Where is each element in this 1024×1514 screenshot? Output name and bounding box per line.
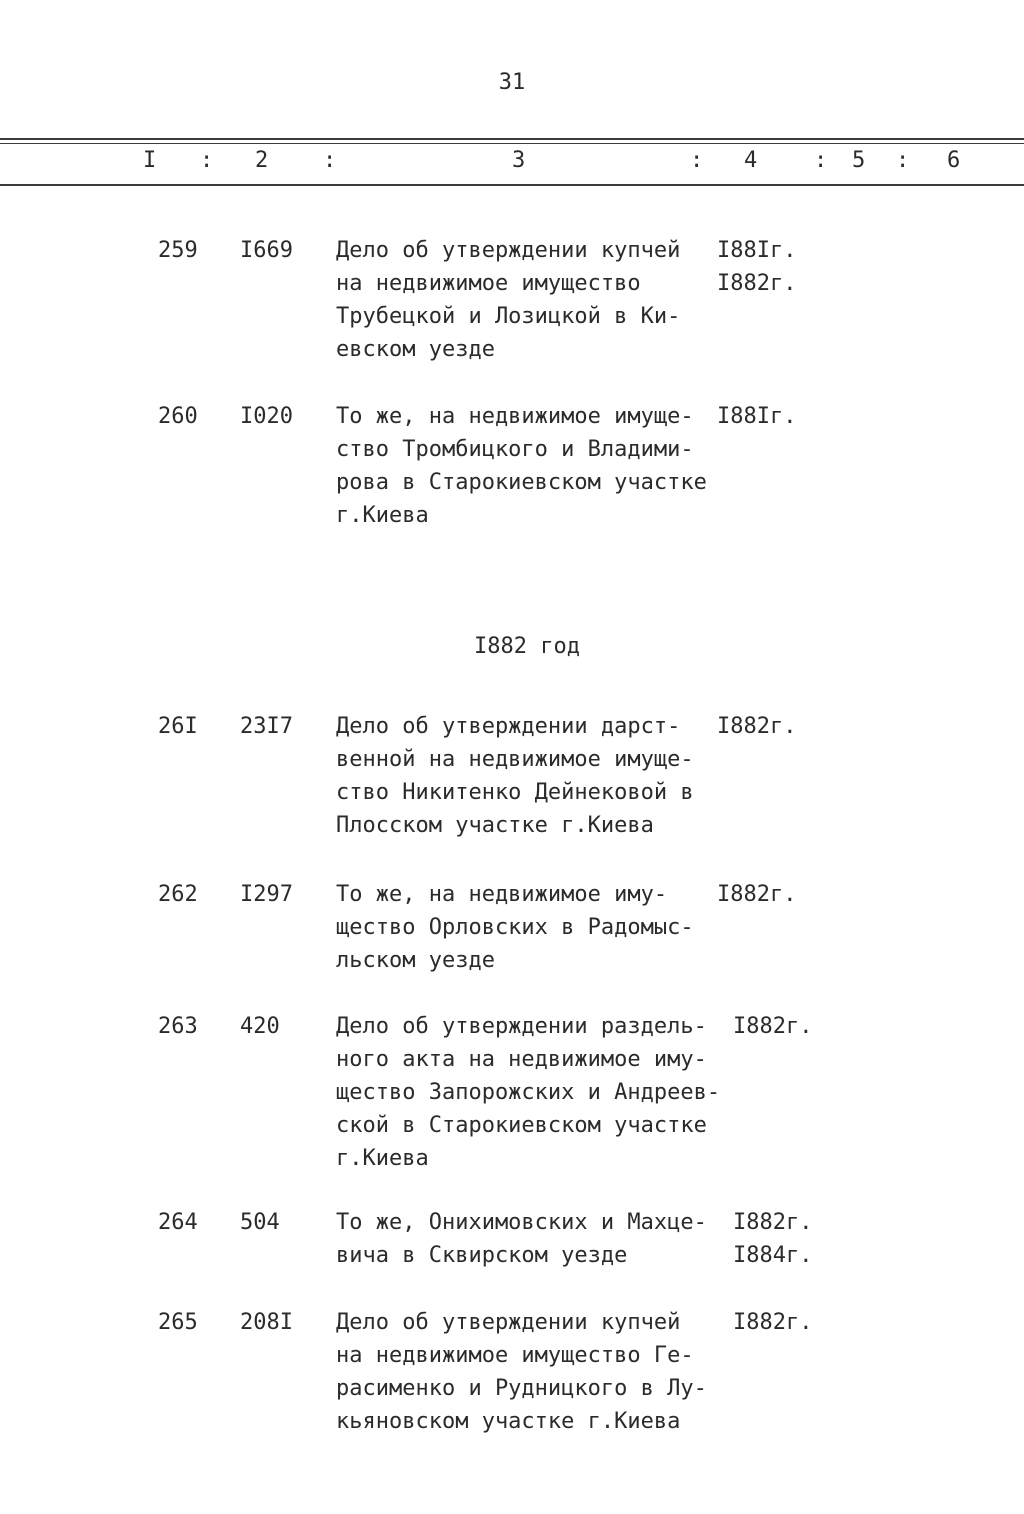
description-line: г.Киева (336, 503, 429, 528)
description-line: Дело об утверждении купчей (336, 1310, 681, 1335)
description-line: ство Тромбицкого и Владими- (336, 437, 694, 462)
entry-dates (733, 1010, 812, 1043)
entry-description (336, 400, 726, 532)
description-line: То же, Онихимовских и Махце- (336, 1210, 707, 1235)
entry-description (336, 1206, 726, 1272)
entry-number: 264 (158, 1210, 198, 1235)
description-line: г.Киева (336, 1146, 429, 1171)
date-line: I884г. (733, 1243, 813, 1268)
description-line: евском уезде (336, 337, 495, 362)
column-header-6: 6 (947, 148, 961, 173)
entry-dates (717, 234, 796, 300)
column-separator: : (814, 148, 828, 173)
entry-number: 263 (158, 1014, 198, 1039)
column-separator: : (323, 148, 337, 173)
date-line: I88Iг. (717, 238, 797, 263)
column-header-1: I (143, 148, 157, 173)
file-number: I020 (240, 404, 293, 429)
date-line: I882г. (733, 1310, 813, 1335)
description-line: венной на недвижимое имуще- (336, 747, 694, 772)
entry-description (336, 1010, 726, 1175)
description-line: То же, на недвижимое имуще- (336, 404, 694, 429)
description-line: щество Запорожских и Андреев- (336, 1080, 721, 1105)
entry-dates (733, 1206, 812, 1272)
description-line: щество Орловских в Радомыс- (336, 915, 694, 940)
column-separator: : (896, 148, 910, 173)
date-line: I882г. (717, 882, 797, 907)
date-line: I882г. (733, 1014, 813, 1039)
description-line: То же, на недвижимое иму- (336, 882, 668, 907)
file-number: 504 (240, 1210, 280, 1235)
entry-dates (717, 878, 796, 911)
entry-number: 265 (158, 1310, 198, 1335)
description-line: на недвижимое имущество (336, 271, 641, 296)
column-header-3: 3 (512, 148, 526, 173)
column-separator: : (200, 148, 214, 173)
column-header-5: 5 (852, 148, 866, 173)
column-header-4: 4 (744, 148, 758, 173)
entry-description (336, 234, 726, 366)
description-line: кьяновском участке г.Киева (336, 1409, 681, 1434)
file-number: 23I7 (240, 714, 293, 739)
page-number: 31 (498, 70, 526, 95)
description-line: Дело об утверждении раздель- (336, 1014, 707, 1039)
date-line: I88Iг. (717, 404, 797, 429)
entry-number: 260 (158, 404, 198, 429)
entry-dates (717, 710, 796, 743)
description-line: на недвижимое имущество Ге- (336, 1343, 694, 1368)
date-line: I882г. (717, 271, 797, 296)
description-line: ного акта на недвижимое иму- (336, 1047, 707, 1072)
description-line: Плосском участке г.Киева (336, 813, 654, 838)
date-line: I882г. (733, 1210, 813, 1235)
description-line: льском уезде (336, 948, 495, 973)
entry-dates (717, 400, 796, 433)
description-line: рова в Старокиевском участке (336, 470, 707, 495)
file-number: 208I (240, 1310, 293, 1335)
description-line: расименко и Рудницкого в Лу- (336, 1376, 707, 1401)
table-header-bottom-rule (0, 184, 1024, 186)
entry-description (336, 710, 726, 842)
column-header-2: 2 (255, 148, 269, 173)
description-line: Трубецкой и Лозицкой в Ки- (336, 304, 681, 329)
entry-description (336, 878, 726, 977)
file-number: I297 (240, 882, 293, 907)
description-line: Дело об утверждении дарст- (336, 714, 681, 739)
description-line: ство Никитенко Дейнековой в (336, 780, 694, 805)
entry-dates (733, 1306, 812, 1339)
entry-number: 262 (158, 882, 198, 907)
column-separator: : (690, 148, 704, 173)
file-number: 420 (240, 1014, 280, 1039)
entry-number: 26I (158, 714, 198, 739)
description-line: ской в Старокиевском участке (336, 1113, 707, 1138)
table-top-rule-inner (0, 143, 1024, 144)
entry-description (336, 1306, 726, 1438)
date-line: I882г. (717, 714, 797, 739)
description-line: вича в Сквирском уезде (336, 1243, 628, 1268)
description-line: Дело об утверждении купчей (336, 238, 681, 263)
table-top-rule (0, 138, 1024, 140)
file-number: I669 (240, 238, 293, 263)
year-section-heading: I882 год (474, 634, 580, 659)
entry-number: 259 (158, 238, 198, 263)
